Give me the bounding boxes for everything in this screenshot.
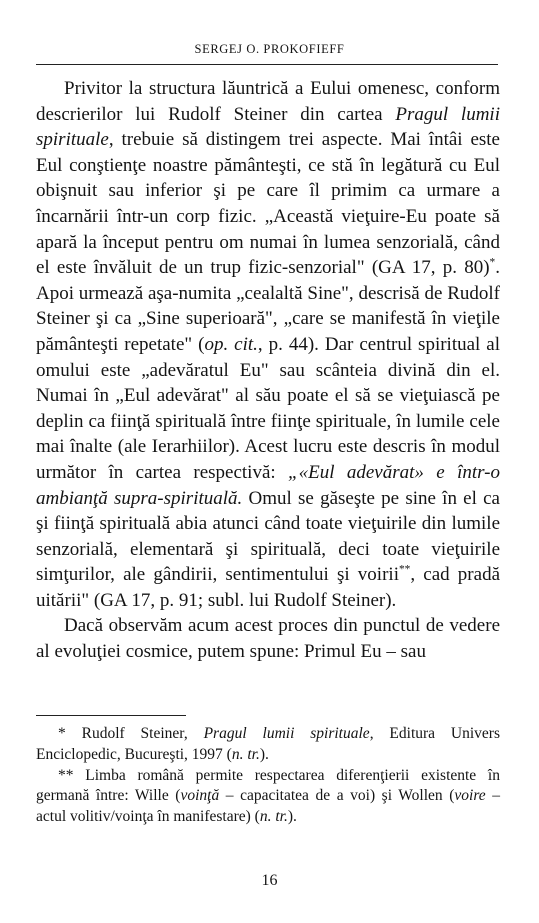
footnote-text: , Editura Univers Enciclopedic, Bucureşti, 1997 ( [36,725,501,763]
footnote-rule [36,715,186,716]
text-segment: , cad pradă uitării" (GA 17, p. 91; subl. lui Rudolf Steiner). [36,564,500,611]
running-head: SERGEJ O. PROKOFIEFF [194,42,345,56]
text-segment: Omul se găseşte pe sine în el ca şi fiinţă spirituală abia atunci când toate vieţuirile din lumile senzorială, elementară şi spirituală, deci toate vieţuirile simţurilor, ale gândirii, sentimentului şi voirii [36,487,500,586]
text-segment: Dacă observăm acum acest proces din punctul de vedere al evoluţiei cosmice, putem spune: Primul Eu – sau [36,615,500,663]
footnote-text: * Rudolf Steiner, [58,725,204,742]
op-cit: op. cit. [204,333,258,355]
text-segment: , p. 44). Dar centrul spiritual al omului este „adevăratul Eu" sau scânteia divină din el. Numai în „Eul adevărat" al său poate el să se vieţuiască pe deplin ca fiinţă spirituală între fiinţe spirituale, în lumile cele mai înalte (ale Ierarhiilor). Acest lucru este descris în modul următor în cartea respectivă: [36,333,501,483]
text-segment: Privitor la structura lăuntrică a Eului omenesc, conform descrierilor lui Rudolf Steiner din cartea [36,78,500,125]
footnote-text: ). [287,808,297,826]
translator-note: n. tr. [231,745,260,763]
footnote-marker-1: * [489,256,496,269]
footnotes [36,724,500,828]
footnote-2 [36,766,500,828]
text-segment: , trebuie să distingem trei aspecte. Mai întâi este Eul conştienţe noastre pământeşti, ce stă în legătură cu Eul obişnuit sau inferior şi pe care îl primim ca urmare a încarnării într-un corp fizic. „Această vieţuire-Eu poate să apară la început pentru om numai în lumea senzorială, când el este învăluit de un trup fizic-senzorial" (GA 17, p. 80) [36,129,500,279]
footnote-1 [36,724,500,766]
book-title: Pragul lumii spirituale [36,103,500,151]
text-segment: . Apoi urmează aşa-numita „cealaltă Sine", descrisă de Rudolf Steiner şi ca „Sine superioară", „care se manifestă în vieţile pământeşti repetate" ( [36,257,500,355]
header-rule [36,64,498,65]
paragraph-1 [36,76,500,613]
footnote-marker-2: ** [398,563,411,576]
footnote-text: – capacitatea de a voi) şi Wollen ( [219,787,455,805]
italic-term: voinţă [180,787,220,805]
main-text [36,76,500,665]
italic-quote: „«Eul adevărat» e într-o ambianţă supra-spirituală. [36,461,500,509]
footnote-text: ** Limba română permite respectarea diferenţierii existente în germană între: Wille ( [36,766,500,805]
italic-term: voire [454,787,486,805]
footnote-book-title: Pragul lumii spirituale [203,725,370,742]
page-number: 16 [261,872,278,889]
paragraph-2 [36,613,500,664]
footnote-text: – actul volitiv/voinţa în manifestare) ( [36,787,501,826]
translator-note: n. tr. [259,808,288,826]
footnote-text: ). [259,745,269,763]
